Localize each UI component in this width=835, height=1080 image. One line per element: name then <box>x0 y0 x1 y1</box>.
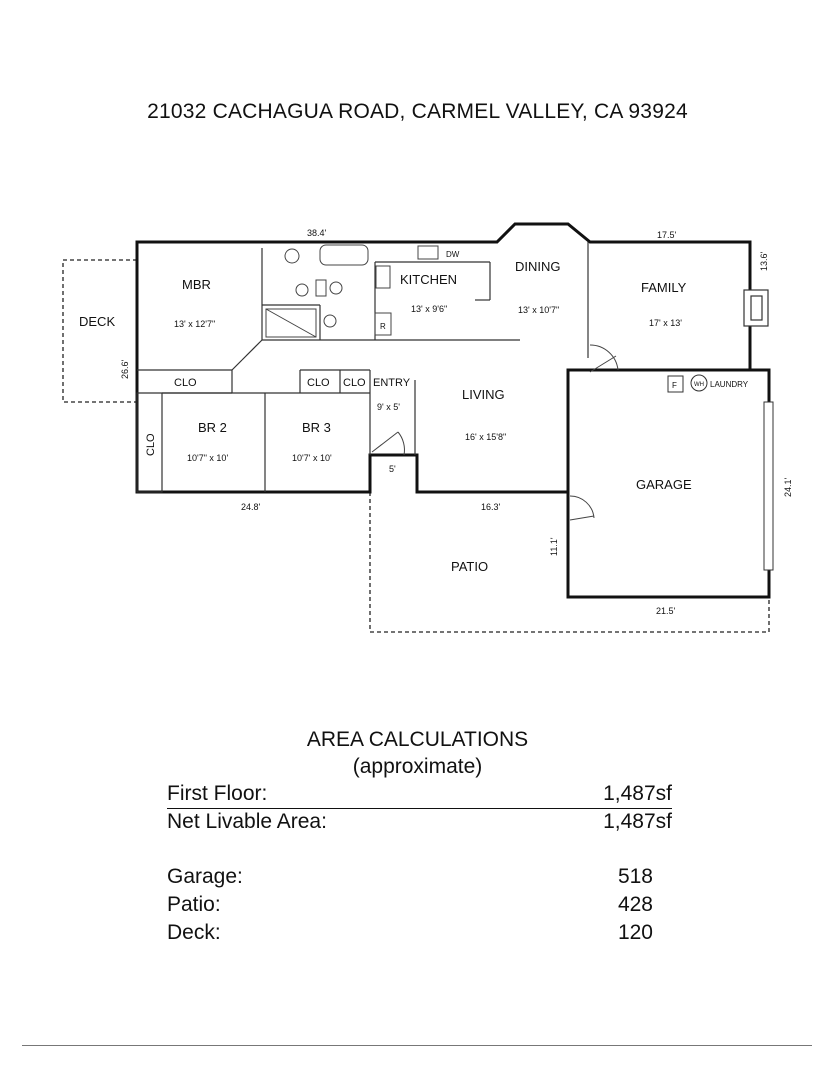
fixture-dw: DW <box>446 250 460 259</box>
area-row-patio <box>167 893 672 919</box>
room-kitchen-size: 13' x 9'6" <box>411 304 448 314</box>
room-br3: BR 3 <box>302 420 331 435</box>
room-entry: ENTRY <box>373 377 411 389</box>
room-deck: DECK <box>79 314 116 329</box>
dim-patio-depth: 11.1' <box>549 537 559 556</box>
room-mbr-size: 13' x 12'7" <box>174 319 216 329</box>
footer-rule <box>22 1045 812 1046</box>
dim-patio-width: 21.5' <box>656 606 676 616</box>
area-row-net-livable <box>167 810 672 836</box>
patio-area-label: Patio: <box>167 893 221 916</box>
room-laundry: LAUNDRY <box>710 380 749 389</box>
room-br2: BR 2 <box>198 420 227 435</box>
room-br3-size: 10'7' x 10' <box>292 453 332 463</box>
room-family: FAMILY <box>641 280 687 295</box>
net-livable-value: 1,487sf <box>603 810 672 833</box>
dim-family-width: 17.5' <box>657 230 677 240</box>
dim-bottom-left: 24.8' <box>241 502 261 512</box>
room-living: LIVING <box>462 387 505 402</box>
area-row-first-floor <box>167 782 672 809</box>
area-heading: AREA CALCULATIONS <box>306 728 529 751</box>
dim-bottom-middle: 16.3' <box>481 502 501 512</box>
dim-entry-step: 5' <box>389 464 396 474</box>
area-row-deck <box>167 921 672 947</box>
dim-garage-depth: 24.1' <box>783 477 793 497</box>
area-calculations-heading <box>0 726 835 780</box>
room-mbr: MBR <box>182 277 211 292</box>
room-br2-size: 10'7" x 10' <box>187 453 229 463</box>
room-kitchen: KITCHEN <box>400 272 458 287</box>
fixture-water-heater: WH <box>694 382 704 388</box>
first-floor-label: First Floor: <box>167 782 268 805</box>
first-floor-value: 1,487sf <box>603 782 672 805</box>
garage-door <box>764 402 773 570</box>
closet-entry: CLO <box>343 377 366 389</box>
net-livable-label: Net Livable Area: <box>167 810 327 833</box>
garage-area-value: 518 <box>617 865 653 888</box>
room-dining-size: 13' x 10'7" <box>518 305 560 315</box>
area-row-garage <box>167 865 672 891</box>
deck-area-value: 120 <box>617 921 653 944</box>
deck-area-label: Deck: <box>167 921 221 944</box>
room-garage: GARAGE <box>636 477 692 492</box>
deck-outline <box>63 260 137 402</box>
fixture-refrigerator: R <box>380 322 386 331</box>
patio-area-value: 428 <box>617 893 653 916</box>
fireplace-icon <box>744 290 768 326</box>
garage-area-label: Garage: <box>167 865 243 888</box>
closet-hall: CLO <box>174 377 197 389</box>
room-entry-size: 9' x 5' <box>377 402 400 412</box>
room-living-size: 16' x 15'8" <box>465 432 507 442</box>
dim-family-depth: 13.6' <box>759 251 769 271</box>
bath-fixtures <box>266 245 368 337</box>
dim-top-width: 38.4' <box>307 228 327 238</box>
dim-deck-depth: 26.6' <box>120 359 130 379</box>
closet-br3: CLO <box>307 377 330 389</box>
room-patio: PATIO <box>451 559 489 574</box>
room-family-size: 17' x 13' <box>649 318 682 328</box>
room-dining: DINING <box>515 259 561 274</box>
area-subheading: (approximate) <box>352 755 483 778</box>
closet-br2: CLO <box>145 433 157 456</box>
house-exterior-wall <box>137 224 750 492</box>
fixture-furnace: F <box>672 381 677 390</box>
document-title: 21032 CACHAGUA ROAD, CARMEL VALLEY, CA 93924 <box>147 100 688 123</box>
